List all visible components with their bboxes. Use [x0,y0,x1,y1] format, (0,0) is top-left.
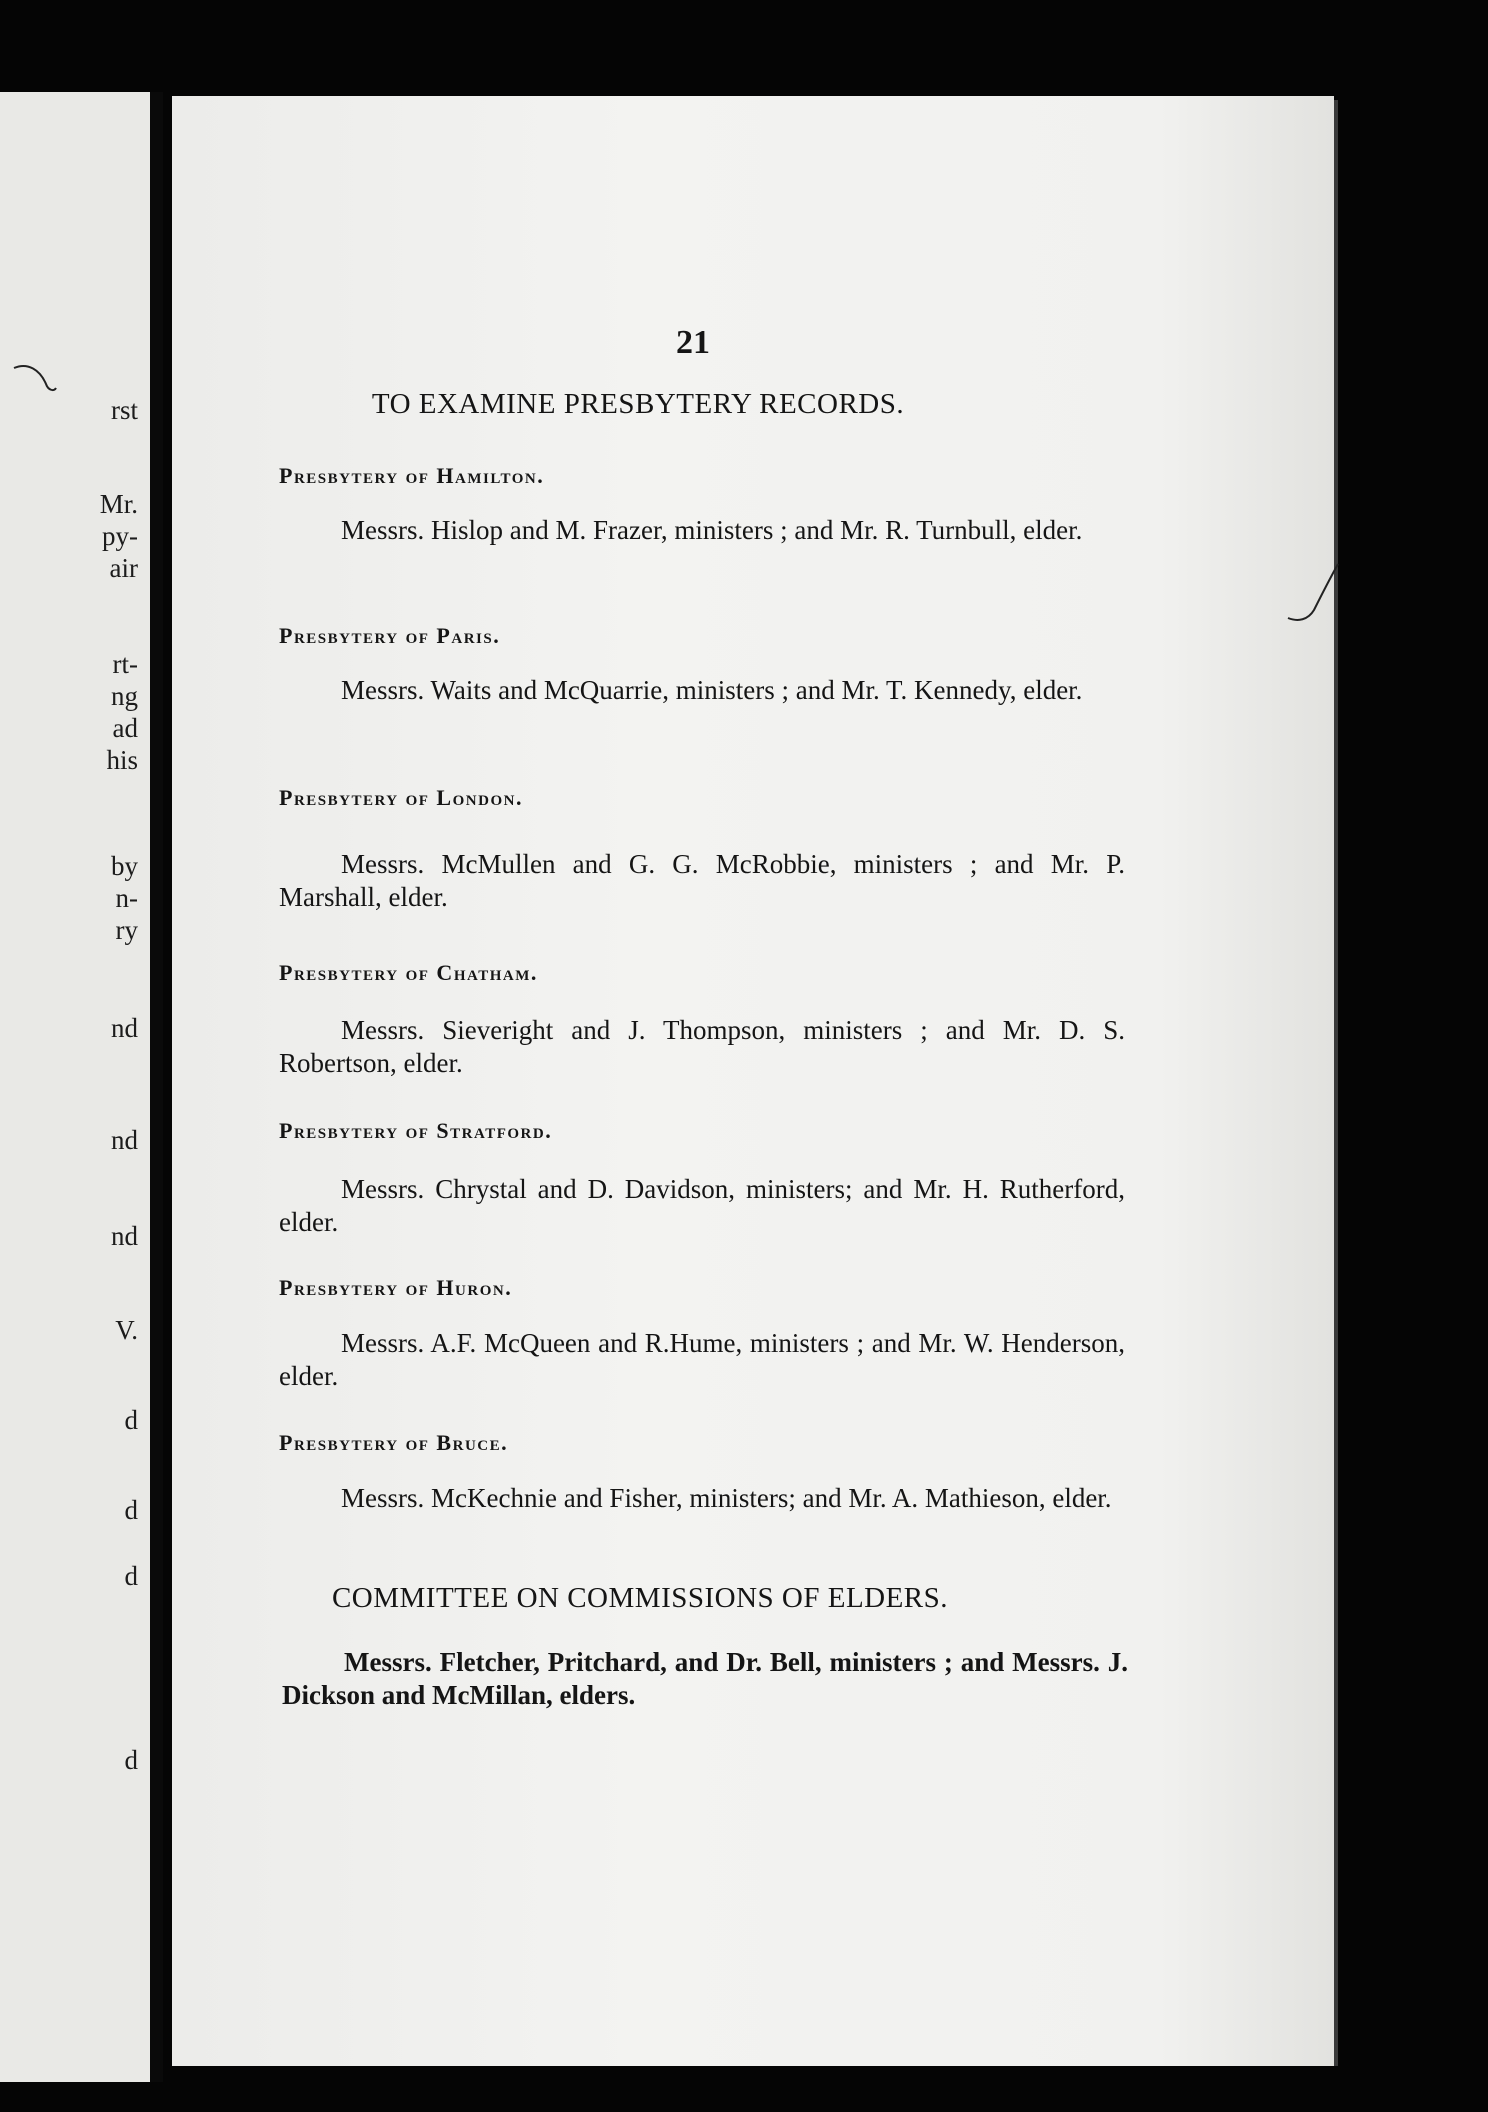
left-fragment-text: V. [115,1315,138,1345]
left-fragment-text: d [124,1405,138,1435]
left-fragment-text: Mr. [99,489,138,519]
left-fragment-text: d [124,1561,138,1591]
presbytery-members: Messrs. McMullen and G. G. McRobbie, ministers ; and Mr. P. Marshall, elder. [279,849,1125,912]
presbytery-members: Messrs. A.F. McQueen and R.Hume, ministers ; and Mr. W. Henderson, elder. [279,1328,1125,1391]
section-heading: TO EXAMINE PRESBYTERY RECORDS. [371,388,905,420]
presbytery-heading: Presbytery of London. [279,785,523,810]
left-fragment-text: by [111,851,138,881]
presbytery-heading: Presbytery of Bruce. [279,1430,509,1455]
presbytery-members: Messrs. McKechnie and Fisher, ministers; and Mr. A. Mathieson, elder. [341,1483,1112,1513]
presbytery-heading: Presbytery of Chatham. [279,960,538,985]
left-fragment-text: ng [111,681,138,711]
left-fragment-text: ry [115,915,138,945]
left-fragment-text: his [106,745,138,775]
presbytery-members: Messrs. Hislop and M. Frazer, ministers ; and Mr. R. Turnbull, elder. [341,515,1083,545]
margin-mark-icon [1284,560,1344,630]
left-fragment-text: rst [111,395,138,425]
presbytery-members: Messrs. Waits and McQuarrie, ministers ; and Mr. T. Kennedy, elder. [341,675,1083,705]
page-number: 21 [676,324,710,361]
left-fragment-text: py- [102,521,138,551]
left-fragment-text: d [124,1745,138,1775]
left-fragment-text: ad [112,713,138,743]
left-fragment-text: n- [115,883,138,913]
presbytery-heading: Presbytery of Hamilton. [279,463,545,488]
left-fragment-text: nd [111,1125,138,1155]
committee-heading: COMMITTEE ON COMMISSIONS OF ELDERS. [331,1582,949,1614]
presbytery-heading: Presbytery of Huron. [279,1275,513,1300]
left-fragment-text: air [109,553,138,583]
left-fragment-text: nd [111,1221,138,1251]
presbytery-members: Messrs. Sieveright and J. Thompson, ministers ; and Mr. D. S. Robertson, elder. [279,1015,1125,1078]
left-fragment-text: rt- [112,649,138,679]
left-fragment-text: d [124,1495,138,1525]
presbytery-heading: Presbytery of Paris. [279,623,501,648]
committee-members: Messrs. Fletcher, Pritchard, and Dr. Bell, ministers ; and Messrs. J. Dickson and McMillan, elders. [282,1647,1128,1710]
presbytery-members: Messrs. Chrystal and D. Davidson, ministers; and Mr. H. Rutherford, elder. [279,1174,1125,1237]
presbytery-heading: Presbytery of Stratford. [279,1118,553,1143]
left-fragment-text: nd [111,1013,138,1043]
